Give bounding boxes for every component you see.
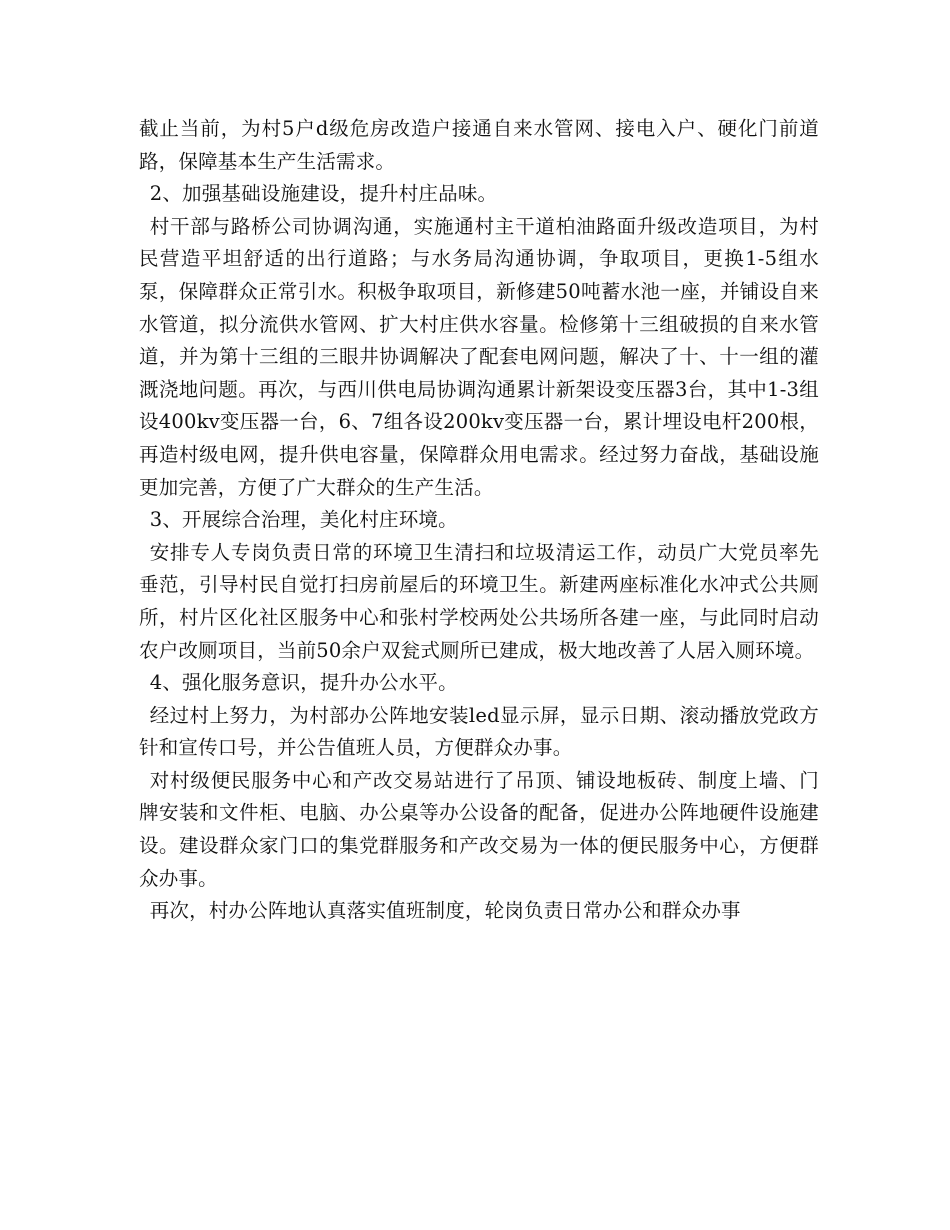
paragraph-infrastructure: 村干部与路桥公司协调沟通，实施通村主干道柏油路面升级改造项目，为村民营造平坦舒适的出行道路；与水务局沟通协调，争取项目，更换1-5组水泵，保障群众正常引水。积极争取项目，新修建50吨蓄水池一座，并铺设自来水管道，拟分流供水管网、扩大村庄供水容量。检修第十三组破损的自来水管道，并为第十三组的三眼井协调解决了配套电网问题，解决了十、十一组的灌溉浇地问题。再次，与西川供电局协调沟通累计新架设变压器3台，其中1-3组设400kv变压器一台，6、7组各设200kv变压器一台，累计埋设电杆200根，再造村级电网，提升供电容量，保障群众用电需求。经过努力奋战，基础设施更加完善，方便了广大群众的生产生活。 xyxy=(139,214,819,499)
paragraph-service-center: 对村级便民服务中心和产改交易站进行了吊顶、铺设地板砖、制度上墙、门牌安装和文件柜、电脑、办公桌等办公设备的配备，促进办公阵地硬件设施建设。建设群众家门口的集党群服务和产改交易为一体的便民服务中心，方便群众办事。 xyxy=(139,768,819,890)
paragraph-duty-system: 再次，村办公阵地认真落实值班制度，轮岗负责日常办公和群众办事 xyxy=(149,899,741,923)
paragraph-housing-renovation: 截止当前，为村5户d级危房改造户接通自来水管网、接电入户、硬化门前道路，保障基本生产生活需求。 xyxy=(139,117,819,173)
heading-service: 4、强化服务意识，提升办公水平。 xyxy=(149,671,458,695)
heading-environment: 3、开展综合治理，美化村庄环境。 xyxy=(149,508,458,532)
document-page xyxy=(139,113,819,928)
heading-infrastructure: 2、加强基础设施建设，提升村庄品味。 xyxy=(149,182,498,206)
paragraph-led-display: 经过村上努力，为村部办公阵地安装led显示屏，显示日期、滚动播放党政方针和宣传口号，并公告值班人员，方便群众办事。 xyxy=(139,703,819,760)
paragraph-environment: 安排专人专岗负责日常的环境卫生清扫和垃圾清运工作，动员广大党员率先垂范，引导村民自觉打扫房前屋后的环境卫生。新建两座标准化水冲式公共厕所，村片区化社区服务中心和张村学校两处公共场所各建一座，与此同时启动农户改厕项目，当前50余户双瓮式厕所已建成，极大地改善了人居入厕环境。 xyxy=(139,540,819,662)
